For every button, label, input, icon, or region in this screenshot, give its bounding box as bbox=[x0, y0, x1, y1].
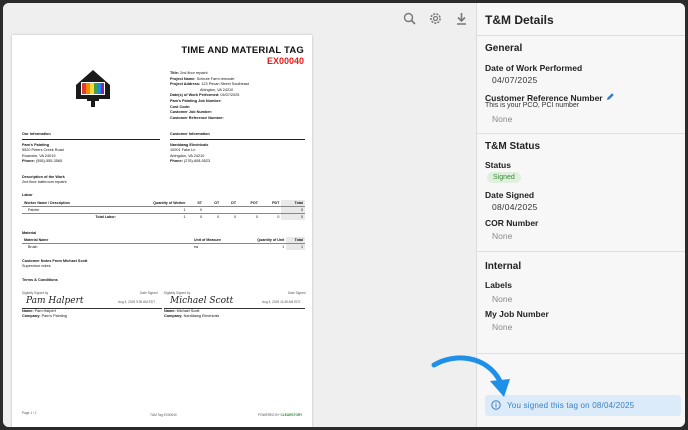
job-number-value: None bbox=[492, 322, 513, 332]
project-line: Date(s) of Work Performed: 04/07/2025 bbox=[170, 93, 240, 98]
our-info-heading: Our Information bbox=[22, 132, 51, 136]
project-line: Pam's Painting Job Number: bbox=[170, 98, 222, 103]
project-line: Customer Reference Number: bbox=[170, 115, 224, 120]
footer-tag: T&M Tag EX00040 bbox=[150, 413, 177, 417]
labor-table bbox=[22, 200, 305, 220]
cor-number-label: COR Number bbox=[485, 218, 539, 228]
info-banner-text: You signed this tag on 08/04/2025 bbox=[507, 401, 635, 410]
labels-label: Labels bbox=[485, 280, 512, 290]
table-row: Painter 1 0 0 bbox=[28, 208, 303, 212]
date-signed-label: Date Signed bbox=[485, 190, 535, 200]
sig-right-date: Aug 4, 2025 11:45 AM EDT bbox=[262, 300, 301, 304]
sig-left-label: Digitally Signed by bbox=[22, 291, 49, 295]
divider bbox=[170, 139, 305, 140]
divider bbox=[22, 139, 160, 140]
divider bbox=[477, 133, 685, 134]
doc-tag-number: EX00040 bbox=[266, 56, 304, 66]
status-badge: Signed bbox=[487, 172, 521, 183]
section-general: General bbox=[485, 43, 523, 54]
customer-ref-value: None bbox=[492, 114, 513, 124]
date-signed-value: 08/04/2025 bbox=[492, 202, 538, 212]
annotation-arrow-icon bbox=[428, 351, 518, 401]
signature-pam: Pam Halpert bbox=[26, 296, 84, 306]
customer-ref-help: This is your PCO, PCI number bbox=[485, 102, 580, 109]
date-of-work-label: Date of Work Performed bbox=[485, 63, 583, 73]
project-line: Abington, VA 24210 bbox=[200, 87, 234, 92]
app-frame bbox=[3, 3, 685, 427]
material-heading: Material bbox=[22, 231, 37, 235]
project-line: Project Address: 123 Pecan Street Southeast bbox=[170, 82, 249, 87]
document-viewer[interactable] bbox=[3, 3, 476, 427]
our-info: Pam's Painting 5520 Peters Creek Road Roanoke, VA 24019 Phone: (555)-555-3565 bbox=[22, 143, 64, 163]
sig-right-date-label: Date Signed bbox=[288, 291, 306, 295]
project-line: Cost Code: bbox=[170, 104, 191, 109]
cor-number-value: None bbox=[492, 231, 513, 241]
download-icon[interactable] bbox=[454, 11, 468, 25]
job-number-label: My Job Number bbox=[485, 309, 549, 319]
tm-tag-page bbox=[12, 35, 312, 427]
search-icon[interactable] bbox=[402, 11, 416, 25]
customer-notes: Customer Notes From Michael Scott Supervisor notes bbox=[22, 259, 88, 269]
status-label: Status bbox=[485, 160, 511, 170]
table-header: Material Name Unit of Measure Quantity of Unit Total bbox=[24, 238, 303, 242]
project-line: Project Name: Schrute Farm remodel bbox=[170, 76, 235, 81]
project-line: Title: 2nd floor repaint bbox=[170, 71, 208, 75]
table-header: Worker Name / Description Quantity of Worker ST OT DT POT PDT Total bbox=[24, 201, 303, 205]
project-details bbox=[170, 71, 305, 121]
doc-title: TIME AND MATERIAL TAG bbox=[181, 45, 304, 56]
date-of-work-value: 04/07/2025 bbox=[492, 75, 538, 85]
sig-left-date: Aug 4, 2025 9:35 AM EDT bbox=[118, 300, 156, 304]
sig-left-date-label: Date Signed bbox=[140, 291, 158, 295]
sig-right-details: Name: Michael Scott Company: Narddawg Electricals bbox=[164, 309, 220, 319]
divider bbox=[477, 251, 685, 252]
section-status: T&M Status bbox=[485, 141, 540, 152]
work-description: Description of the Work 2nd floor bathroom repaint bbox=[22, 175, 67, 185]
footer-powered: POWERED BY CLEARSTORY bbox=[258, 413, 303, 417]
labor-heading: Labor bbox=[22, 193, 33, 197]
gear-icon[interactable] bbox=[428, 11, 442, 25]
divider bbox=[477, 35, 685, 36]
company-logo bbox=[70, 65, 116, 109]
table-row-total: Total Labor: 1 0 0 0 0 0 0 bbox=[22, 214, 305, 221]
table-row: Brush ea 1 1 bbox=[28, 245, 303, 249]
customer-ref-label: Customer Reference Number bbox=[485, 92, 603, 103]
signature-michael: Michael Scott bbox=[170, 296, 234, 306]
labels-value: None bbox=[492, 294, 513, 304]
section-internal: Internal bbox=[485, 261, 522, 272]
viewer-toolbar bbox=[402, 11, 468, 25]
sig-left-details: Name: Pam Halpert Company: Pam's Painting bbox=[22, 309, 67, 319]
customer-info: Narddawg Electricals 10001 Fake Ln Abingdon, VA 24210 Phone: (276)-608-5523 bbox=[170, 143, 211, 163]
edit-pencil-icon[interactable] bbox=[606, 92, 615, 103]
footer-page: Page 1 / 1 bbox=[22, 411, 37, 415]
panel-title: T&M Details bbox=[485, 13, 554, 27]
project-line: Customer Job Number: bbox=[170, 110, 213, 115]
sig-right-label: Digitally Signed by bbox=[164, 291, 191, 295]
terms-heading: Terms & Conditions bbox=[22, 278, 58, 282]
customer-info-heading: Customer Information bbox=[170, 132, 210, 136]
material-table bbox=[22, 237, 305, 250]
